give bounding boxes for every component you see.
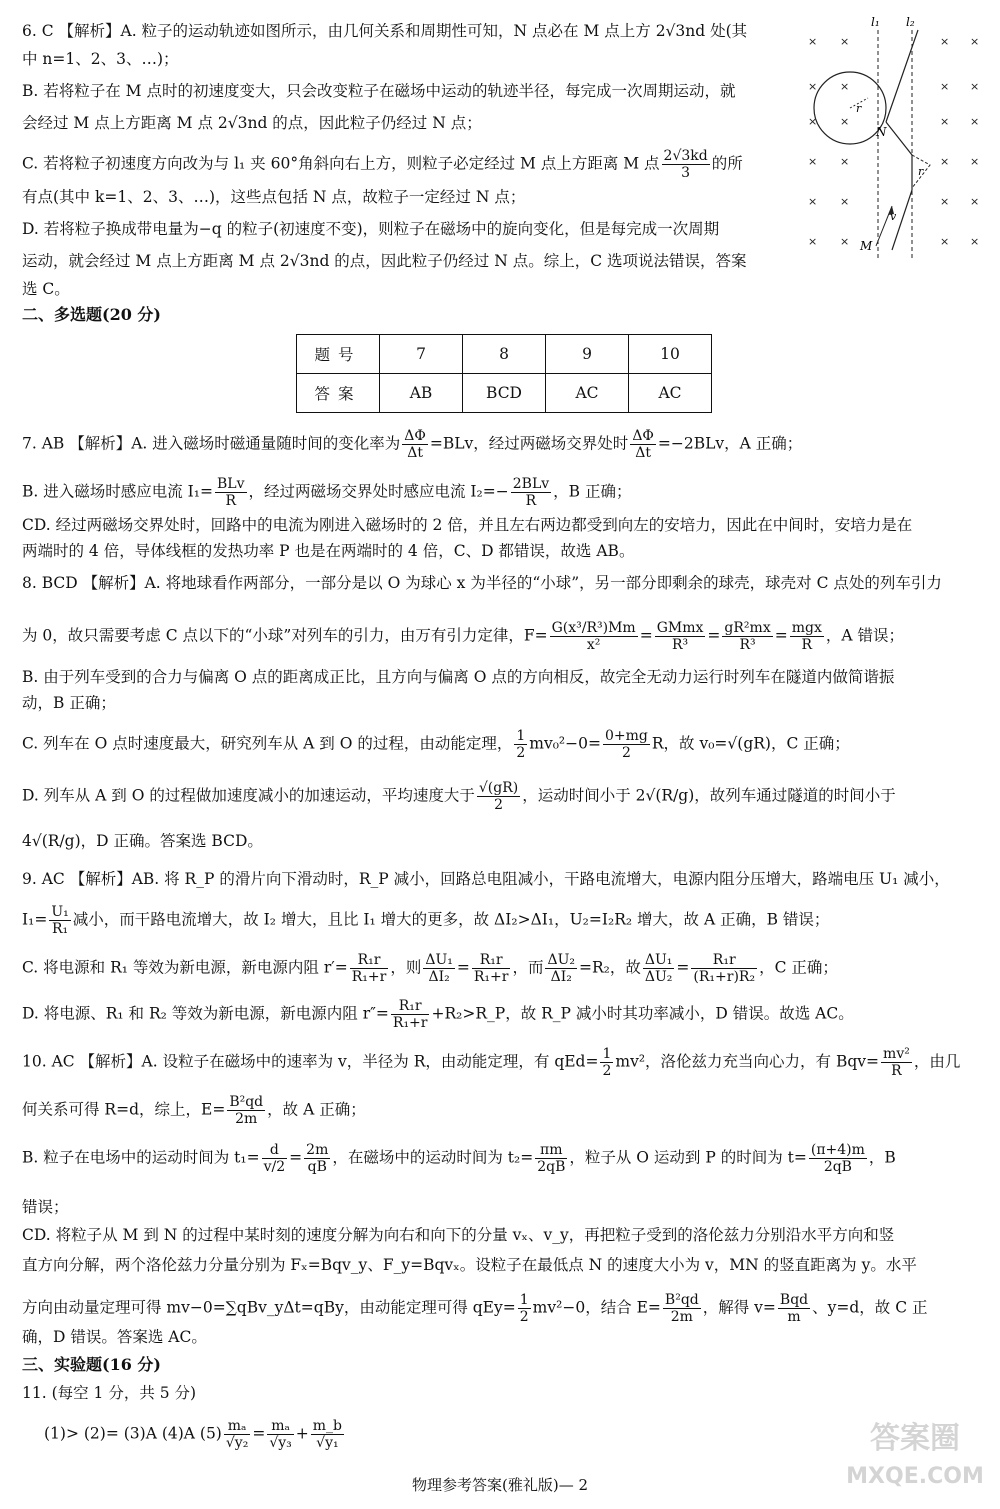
fraction	[881, 1046, 912, 1079]
q10-line-7	[22, 1292, 928, 1325]
q10-text: ，解得 v=	[702, 1298, 776, 1317]
cross-mark: ×	[808, 80, 818, 93]
numerator: mv²	[883, 1046, 910, 1062]
q8-text: C. 列车在 O 点时速度最大，研究列车从 A 到 O 的过程，由动能定理，	[22, 734, 513, 753]
trajectory-lower	[886, 122, 912, 250]
fraction	[350, 952, 389, 985]
cross-mark: ×	[970, 235, 980, 248]
q10-text: 何关系可得 R=d，综上，E=	[22, 1100, 226, 1119]
numerator: GMmx	[656, 620, 704, 636]
q7-text: =BLv，经过两磁场交界处时	[429, 434, 629, 453]
q6-line-3: B. 若将粒子在 M 点时的初速度变大，只会改变粒子在磁场中运动的轨迹半径，每完成一次周期运动，就	[22, 82, 736, 100]
fraction	[304, 1142, 330, 1175]
fraction	[477, 780, 520, 813]
denominator: ΔU₂	[644, 969, 673, 985]
q10-line-1	[22, 1046, 960, 1079]
q9-line-3	[22, 952, 838, 985]
fraction	[663, 1292, 701, 1325]
numerator: d	[262, 1142, 288, 1159]
q11-line-2	[44, 1418, 346, 1451]
numerator: R₁r	[350, 952, 389, 969]
q11-text: +	[295, 1424, 309, 1443]
q10-line-4: 错误；	[22, 1198, 69, 1216]
q8-line-4: 动，B 正确；	[22, 694, 116, 712]
q10-line-5: CD. 将粒子从 M 到 N 的过程中某时刻的速度分解为向右和向下的分量 vₓ、v_y，再把粒子受到的洛伦兹力分别沿水平方向和竖	[22, 1226, 895, 1244]
fraction	[662, 148, 710, 181]
q7-line-4: 两端时的 4 倍，导体线框的发热功率 P 也是在两端时的 4 倍，C、D 都错误，故选 AB。	[22, 542, 635, 560]
label-r-upper: r	[856, 102, 862, 115]
table-cell: 8	[463, 335, 546, 374]
q10-line-8: 确，D 错误。答案选 AC。	[22, 1328, 207, 1346]
numerator: mₐ	[224, 1418, 250, 1435]
numerator: gR²mx	[724, 620, 771, 636]
numerator: 1	[519, 1292, 529, 1308]
cross-mark: ×	[808, 235, 818, 248]
fraction	[809, 1142, 867, 1175]
q7-text: =−2BLv，A 正确；	[657, 434, 803, 453]
q10-text: mv²−0，结合 E=	[532, 1298, 661, 1317]
q7-text: ，经过两磁场交界处时感应电流 I₂=−	[248, 482, 509, 501]
q9-text: +R₂>R_P，故 R_P 减小时其功率减小，D 错误。故选 AC。	[431, 1004, 854, 1023]
q10-text: ，B	[868, 1148, 896, 1167]
q8-text: D. 列车从 A 到 O 的过程做加速度减小的加速运动，平均速度大于	[22, 786, 475, 805]
fraction	[391, 998, 430, 1031]
denominator: R	[891, 1063, 902, 1079]
q9-text: =	[676, 958, 690, 977]
q9-text: ，则	[390, 958, 422, 977]
q11-text: =	[252, 1424, 266, 1443]
q8-line-3: B. 由于列车受到的合力与偏离 O 点的距离成正比，且方向与偏离 O 点的方向相反，故完全无动力运行时列车在隧道内做简谐振	[22, 668, 895, 686]
fraction	[49, 904, 70, 937]
answer-table-answer-row	[297, 374, 712, 413]
denominator: R₁+r	[351, 969, 387, 985]
q11-text: (1)> (2)= (3)A (4)A (5)	[44, 1424, 222, 1443]
denominator: 2	[519, 1309, 529, 1325]
fraction	[655, 620, 706, 653]
denominator: 2m	[235, 1111, 258, 1127]
q9-text: 减小，而干路电流增大，故 I₂ 增大，且比 I₁ 增大的更多，故 ΔI₂>ΔI₁，U₂=I₂R₂ 增大，故 A 正确，B 错误；	[72, 910, 830, 929]
cross-mark: ×	[808, 155, 818, 168]
fraction	[603, 728, 650, 761]
cross-mark: ×	[808, 115, 818, 128]
q10-text: =	[289, 1148, 303, 1167]
table-cell: BCD	[463, 374, 546, 413]
q10-text: mv²，洛伦兹力充当向心力，有 Bqv=	[615, 1052, 880, 1071]
numerator: 1	[516, 728, 526, 744]
denominator: x²	[586, 637, 601, 653]
numerator: 2m	[306, 1142, 329, 1158]
numerator: ΔU₁	[425, 952, 453, 968]
table-cell: AC	[629, 374, 712, 413]
q10-text: ，在磁场中的运动时间为 t₂=	[332, 1148, 534, 1167]
q10-line-3	[22, 1142, 896, 1175]
cross-mark: ×	[940, 155, 950, 168]
denominator: ΔI₂	[428, 969, 450, 985]
q8-text: 为 0，故只需要考虑 C 点以下的“小球”对列车的引力，由万有引力定律，F=	[22, 626, 548, 645]
q9-text: =R₂，故	[579, 958, 641, 977]
answer-table-header-row	[297, 335, 712, 374]
magnetic-field-figure	[800, 10, 985, 260]
label-v: v	[890, 210, 897, 223]
fraction	[722, 620, 772, 653]
fraction	[472, 952, 511, 985]
q8-text: =	[707, 626, 721, 645]
fraction	[267, 1418, 293, 1451]
label-m: M	[860, 239, 873, 253]
denominator: Δt	[635, 445, 651, 461]
denominator: m	[787, 1309, 801, 1325]
numerator: G(x³/R³)Mm	[551, 620, 636, 636]
numerator: B²qd	[229, 1094, 264, 1110]
q10-text: 10. AC 【解析】A. 设粒子在磁场中的速率为 v，半径为 R，由动能定理，有 qEd=	[22, 1052, 599, 1071]
cross-mark: ×	[940, 115, 950, 128]
q9-text: I₁=	[22, 910, 48, 929]
denominator: 2qB	[823, 1159, 852, 1175]
denominator: v/2	[263, 1159, 286, 1175]
cross-mark: ×	[940, 235, 950, 248]
denominator: R₁+r	[473, 969, 509, 985]
denominator: 2m	[670, 1309, 693, 1325]
numerator: πm	[535, 1142, 567, 1159]
denominator: √y₂	[225, 1435, 249, 1451]
cross-mark: ×	[940, 80, 950, 93]
q6-line-4: 会经过 M 点上方距离 M 点 2√3nd 的点，因此粒子仍经过 N 点；	[22, 114, 482, 132]
q8-line-2	[22, 620, 904, 653]
q9-text: =	[456, 958, 470, 977]
fraction	[227, 1094, 265, 1127]
q7-text: 7. AB 【解析】A. 进入磁场时磁通量随时间的变化率为	[22, 434, 401, 453]
section-2-title: 二、多选题(20 分)	[22, 305, 161, 324]
fraction	[224, 1418, 250, 1451]
table-cell: 7	[380, 335, 463, 374]
q9-text: ，C 正确；	[759, 958, 838, 977]
q11-line-1: 11. (每空 1 分，共 5 分)	[22, 1384, 197, 1402]
denominator: 2	[494, 797, 503, 813]
q7-line-3: CD. 经过两磁场交界处时，回路中的电流为刚进入磁场时的 2 倍，并且左右两边都受到向左的安培力，因此在中间时，安培力是在	[22, 516, 913, 534]
fraction	[535, 1142, 567, 1175]
table-cell: AC	[546, 374, 629, 413]
label-r-lower: r	[918, 165, 924, 178]
table-cell: 9	[546, 335, 629, 374]
q6-line-7: D. 若将粒子换成带电量为−q 的粒子(初速度不变)，则粒子在磁场中的旋向变化，但是每完成一次周期	[22, 220, 720, 238]
denominator: 2	[602, 1063, 612, 1079]
q9-line-4	[22, 998, 854, 1031]
label-l2: l₂	[906, 15, 915, 29]
numerator: 1	[602, 1046, 612, 1062]
q10-text: B. 粒子在电场中的运动时间为 t₁=	[22, 1148, 260, 1167]
cross-mark: ×	[808, 195, 818, 208]
q10-text: ，粒子从 O 运动到 P 的时间为 t=	[569, 1148, 807, 1167]
denominator: R³	[739, 637, 756, 653]
trajectory-upper	[886, 30, 918, 122]
numerator: Bqd	[779, 1292, 809, 1308]
numerator: 0+mg	[604, 728, 648, 744]
q6-line-9: 选 C。	[22, 280, 70, 298]
numerator: R₁r	[472, 952, 511, 969]
numerator: (π+4)m	[810, 1142, 865, 1158]
q8-line-5	[22, 728, 850, 761]
q10-line-6: 直方向分解，两个洛伦兹力分量分别为 Fₓ=Bqv_y、F_y=Bqvₓ。设粒子在最低点 N 的速度大小为 v，MN 的竖直距离为 y。水平	[22, 1256, 917, 1274]
fraction	[778, 1292, 810, 1325]
label-l1: l₁	[871, 15, 880, 29]
cross-mark: ×	[970, 35, 980, 48]
q8-text: R，故 v₀=√(gR)，C 正确；	[651, 734, 850, 753]
q10-text: ，故 A 正确；	[267, 1100, 366, 1119]
page-footer: 物理参考答案(雅礼版)— 2	[411, 1476, 589, 1494]
q8-line-7: 4√(R/g)，D 正确。答案选 BCD。	[22, 832, 263, 850]
q7-text: B. 进入磁场时感应电流 I₁=	[22, 482, 213, 501]
fraction	[215, 476, 247, 509]
denominator: ΔI₂	[550, 969, 572, 985]
numerator: mₐ	[267, 1418, 293, 1435]
q9-text: ，而	[512, 958, 544, 977]
q10-text: ，由几	[913, 1052, 961, 1071]
numerator: U₁	[51, 904, 69, 920]
cross-mark: ×	[970, 155, 980, 168]
fraction	[630, 428, 656, 461]
fraction	[511, 476, 551, 509]
denominator: R₁	[51, 921, 69, 937]
answer-table	[296, 334, 712, 413]
q9-line-1: 9. AC 【解析】AB. 将 R_P 的滑片向下滑动时，R_P 减小，回路总电阻减小，干路电流增大，电源内阻分压增大，路端电压 U₁ 减小，	[22, 870, 950, 888]
q6-line-5	[22, 148, 743, 181]
denominator: R	[525, 493, 537, 509]
cross-mark: ×	[970, 115, 980, 128]
denominator: R	[801, 637, 813, 653]
fraction	[691, 952, 757, 985]
q10-line-2	[22, 1094, 366, 1127]
q6-line-2: 中 n=1、2、3、…)；	[22, 50, 179, 68]
q8-line-6	[22, 780, 896, 813]
table-cell: AB	[380, 374, 463, 413]
fraction	[790, 620, 824, 653]
q10-text: 、y=d，故 C 正	[812, 1298, 928, 1317]
q8-line-1: 8. BCD 【解析】A. 将地球看作两部分，一部分是以 O 为球心 x 为半径的“小球”，另一部分即剩余的球壳，球壳对 C 点处的列车引力	[22, 574, 942, 592]
numerator: ΔΦ	[632, 428, 654, 444]
numerator: ΔΦ	[404, 428, 426, 444]
denominator: 2	[516, 745, 526, 761]
cross-mark: ×	[840, 155, 850, 168]
q9-text: D. 将电源、R₁ 和 R₂ 等效为新电源，新电源内阻 r″=	[22, 1004, 389, 1023]
fraction	[423, 952, 455, 985]
denominator: (R₁+r)R₂	[693, 969, 756, 985]
numerator: mgx	[791, 620, 822, 636]
numerator: R₁r	[691, 952, 757, 969]
fraction	[643, 952, 675, 985]
fraction	[311, 1418, 344, 1451]
watermark-text: 答案圈	[870, 1421, 960, 1456]
cross-mark: ×	[970, 80, 980, 93]
q9-text: C. 将电源和 R₁ 等效为新电源，新电源内阻 r′=	[22, 958, 348, 977]
denominator: qB	[307, 1159, 327, 1175]
cross-mark: ×	[970, 195, 980, 208]
cross-mark: ×	[840, 115, 850, 128]
q6-line-1: 6. C 【解析】A. 粒子的运动轨迹如图所示，由几何关系和周期性可知，N 点必在 M 点上方 2√3nd 处(其	[22, 22, 748, 40]
q7-text: ，B 正确；	[553, 482, 632, 501]
cross-mark: ×	[940, 35, 950, 48]
cross-mark: ×	[808, 35, 818, 48]
q8-text: =	[639, 626, 653, 645]
denominator: √y₁	[316, 1435, 339, 1451]
label-n: N	[876, 125, 887, 139]
denominator: √y₃	[269, 1435, 292, 1451]
denominator: 3	[681, 165, 691, 181]
q8-text: ，运动时间小于 2√(R/g)，故列车通过隧道的时间小于	[522, 786, 896, 805]
numerator: m_b	[312, 1418, 343, 1434]
watermark-url: MXQE.COM	[846, 1464, 984, 1489]
fraction	[600, 1046, 613, 1079]
q8-text: ，A 错误；	[825, 626, 904, 645]
q7-line-1	[22, 428, 802, 461]
q8-text: mv₀²−0=	[529, 734, 601, 753]
q10-text: 方向由动量定理可得 mv−0=∑qBv_yΔt=qBy，由动能定理可得 qEy=	[22, 1298, 516, 1317]
numerator: 2√3kd	[663, 148, 708, 164]
numerator: 2BLv	[512, 476, 550, 492]
table-cell: 答案	[297, 374, 380, 413]
fraction	[514, 728, 527, 761]
numerator: ΔU₁	[644, 952, 673, 968]
q8-text: =	[774, 626, 788, 645]
denominator: Δt	[407, 445, 423, 461]
cross-mark: ×	[840, 80, 850, 93]
q6-text-5a: C. 若将粒子初速度方向改为与 l₁ 夹 60°角斜向右上方，则粒子必定经过 M 点上方距离 M 点	[22, 154, 660, 173]
cross-mark: ×	[840, 235, 850, 248]
numerator: √(gR)	[478, 780, 519, 796]
denominator: R₁+r	[392, 1015, 428, 1031]
cross-mark: ×	[840, 35, 850, 48]
denominator: 2qB	[537, 1159, 566, 1175]
q6-text-5b: 的所	[711, 154, 743, 173]
fraction	[518, 1292, 531, 1325]
denominator: R³	[671, 637, 689, 653]
cross-mark: ×	[940, 195, 950, 208]
cross-mark: ×	[840, 195, 850, 208]
q7-line-2	[22, 476, 631, 509]
table-cell: 题号	[297, 335, 380, 374]
q6-line-6: 有点(其中 k=1、2、3、…)，这些点包括 N 点，故粒子一定经过 N 点；	[22, 188, 526, 206]
numerator: BLv	[217, 476, 245, 492]
numerator: ΔU₂	[547, 952, 575, 968]
q6-line-8: 运动，就会经过 M 点上方距离 M 点 2√3nd 的点，因此粒子仍经过 N 点。综上，C 选项说法错误，答案	[22, 252, 747, 270]
numerator: R₁r	[391, 998, 430, 1015]
fraction	[262, 1142, 288, 1175]
fraction	[545, 952, 577, 985]
denominator: 2	[621, 745, 631, 761]
denominator: R	[225, 493, 237, 509]
q9-line-2	[22, 904, 829, 937]
fraction	[550, 620, 638, 653]
numerator: B²qd	[664, 1292, 699, 1308]
fraction	[402, 428, 428, 461]
section-3-title: 三、实验题(16 分)	[22, 1355, 161, 1374]
table-cell: 10	[629, 335, 712, 374]
